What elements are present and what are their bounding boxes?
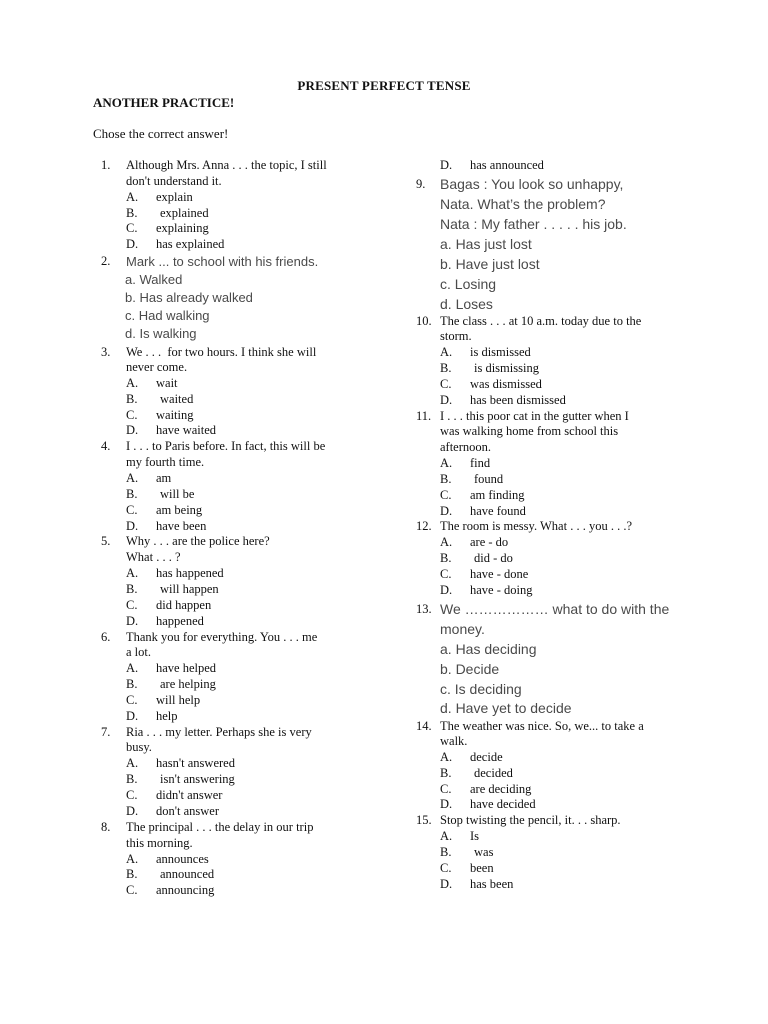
question-number: 12. [416,519,432,533]
question-text: I . . . to Paris before. In fact, this will be [126,439,326,453]
option-letter: D. [440,158,453,172]
option-letter: B. [126,206,138,220]
question-number: 9. [416,177,426,191]
option-text: announces [156,852,209,866]
option-letter: B. [126,772,138,786]
option-text: explained [160,206,209,220]
option-letter: B. [126,487,138,501]
question-number: 4. [101,439,111,453]
option-letter: A. [440,456,453,470]
option-text: is dismissing [474,361,539,375]
option-letter: C. [126,883,138,897]
option-letter: A. [126,661,139,675]
option-letter: C. [126,503,138,517]
option-text: a. Has deciding [440,641,537,657]
question-text: The room is messy. What . . . you . . .? [440,519,632,533]
option-letter: C. [440,488,452,502]
option-letter: D. [440,583,453,597]
question-number: 7. [101,725,111,739]
option-letter: D. [126,237,139,251]
option-text: c. Is deciding [440,681,522,697]
answer-option[interactable] [440,582,700,600]
option-letter: B. [440,551,452,565]
option-letter: B. [126,677,138,691]
option-text: are deciding [470,782,532,796]
option-text: announced [160,867,215,881]
answer-option[interactable] [440,698,700,716]
question-text: The principal . . . the delay in our trip [126,820,314,834]
option-text: explaining [156,221,209,235]
option-letter: D. [126,804,139,818]
option-text: been [470,861,494,875]
question-text: We ……………… what to do with the [440,601,670,617]
option-letter: D. [440,877,453,891]
section-heading: ANOTHER PRACTICE! [93,95,235,110]
question-number: 8. [101,820,111,834]
option-text: explain [156,190,193,204]
answer-option[interactable] [125,271,385,289]
question-text: walk. [440,734,468,748]
option-letter: C. [126,788,138,802]
option-letter: A. [126,376,139,390]
option-letter: A. [440,750,453,764]
option-text: has announced [470,158,544,172]
option-text: d. Have yet to decide [440,700,572,716]
question-text: Ria . . . my letter. Perhaps she is very [126,725,312,739]
question-text: afternoon. [440,440,492,454]
option-letter: C. [440,861,452,875]
option-letter: D. [126,614,139,628]
option-text: has been [470,877,514,891]
option-text: decide [470,750,503,764]
question-number: 1. [101,158,111,172]
answer-option[interactable] [440,876,700,894]
option-letter: A. [126,471,139,485]
option-text: decided [474,766,513,780]
option-letter: D. [126,709,139,723]
question-number: 3. [101,345,111,359]
question-text: a lot. [126,645,151,659]
answer-option[interactable] [126,236,386,254]
option-letter: D. [440,393,453,407]
question-number: 5. [101,534,111,548]
option-text: have been [156,519,207,533]
option-text: d. Is walking [125,326,197,341]
question-text: Bagas : You look so unhappy, [440,176,624,192]
option-text: b. Decide [440,661,500,677]
option-letter: C. [440,377,452,391]
question-number: 10. [416,314,432,328]
option-letter: B. [440,766,452,780]
question-text: Nata. What’s the problem? [440,196,606,212]
option-text: is dismissed [470,345,531,359]
question-text: What . . . ? [126,550,181,564]
option-text: was [474,845,494,859]
option-letter: A. [126,756,139,770]
option-text: find [470,456,491,470]
option-letter: B. [440,361,452,375]
question-text: storm. [440,329,472,343]
question-text: I . . . this poor cat in the gutter when I [440,409,629,423]
option-text: did - do [474,551,513,565]
option-letter: D. [126,519,139,533]
option-letter: B. [440,845,452,859]
option-text: have waited [156,423,217,437]
option-letter: B. [126,867,138,881]
question-text: Mark ... to school with his friends. [126,254,319,269]
option-letter: A. [126,566,139,580]
answer-option[interactable] [440,659,700,677]
option-text: has been dismissed [470,393,566,407]
answer-option[interactable] [440,157,700,175]
option-text: am finding [470,488,525,502]
question-text: my fourth time. [126,455,205,469]
answer-option[interactable] [440,679,700,697]
option-text: c. Losing [440,276,497,292]
answer-option[interactable] [125,325,385,343]
option-text: hasn't answered [156,756,235,770]
option-text: did happen [156,598,212,612]
option-text: will help [156,693,201,707]
option-letter: C. [440,567,452,581]
option-letter: B. [126,582,138,596]
question-text: Why . . . are the police here? [126,534,270,548]
page-title: PRESENT PERFECT TENSE [297,78,471,93]
option-text: a. Has just lost [440,236,532,252]
answer-option[interactable] [440,639,700,657]
question-text: this morning. [126,836,193,850]
answer-option[interactable] [440,234,700,252]
answer-option[interactable] [125,289,385,307]
option-letter: A. [126,190,139,204]
question-text: The class . . . at 10 a.m. today due to the [440,314,642,328]
question-text: We . . . for two hours. I think she will [126,345,317,359]
question-number: 15. [416,813,432,827]
question-text: Thank you for everything. You . . . me [126,630,318,644]
option-text: b. Has already walked [125,290,253,305]
option-letter: A. [440,535,453,549]
option-text: a. Walked [125,272,183,287]
option-text: has happened [156,566,224,580]
option-text: b. Have just lost [440,256,540,272]
question-text: busy. [126,740,152,754]
option-letter: A. [440,829,453,843]
option-letter: D. [440,504,453,518]
option-text: don't answer [156,804,220,818]
answer-option[interactable] [440,294,700,312]
option-text: have found [470,504,526,518]
option-text: found [474,472,504,486]
answer-option[interactable] [125,307,385,325]
option-text: help [156,709,178,723]
question-text: Stop twisting the pencil, it. . . sharp. [440,813,621,827]
question-number: 2. [101,254,111,268]
question-text: Although Mrs. Anna . . . the topic, I still [126,158,327,172]
option-letter: C. [126,693,138,707]
question-number: 6. [101,630,111,644]
option-text: will be [160,487,195,501]
option-text: isn't answering [160,772,235,786]
option-letter: C. [440,782,452,796]
question-text: Nata : My father . . . . . his job. [440,216,627,232]
question-text: money. [440,621,485,637]
option-text: happened [156,614,204,628]
option-text: am [156,471,172,485]
answer-option[interactable] [440,254,700,272]
question-number: 14. [416,719,432,733]
question-number: 13. [416,602,432,616]
option-text: are - do [470,535,509,549]
option-text: have decided [470,797,536,811]
question-text: don't understand it. [126,174,222,188]
option-text: are helping [160,677,216,691]
option-letter: C. [126,221,138,235]
question-text: was walking home from school this [440,424,619,438]
option-letter: A. [126,852,139,866]
option-letter: C. [126,408,138,422]
option-text: c. Had walking [125,308,210,323]
option-text: didn't answer [156,788,223,802]
question-text: never come. [126,360,188,374]
option-letter: B. [440,472,452,486]
option-letter: D. [440,797,453,811]
answer-option[interactable] [440,274,700,292]
option-letter: D. [126,423,139,437]
option-text: have helped [156,661,217,675]
instruction-text: Chose the correct answer! [93,126,229,141]
option-text: wait [156,376,178,390]
option-text: announcing [156,883,215,897]
answer-option[interactable] [126,882,386,900]
question-text: The weather was nice. So, we... to take a [440,719,644,733]
option-text: has explained [156,237,225,251]
option-text: d. Loses [440,296,493,312]
question-number: 11. [416,409,432,423]
option-text: have - done [470,567,529,581]
option-text: have - doing [470,583,533,597]
option-text: waited [160,392,194,406]
option-text: Is [470,829,480,843]
option-letter: A. [440,345,453,359]
option-text: was dismissed [470,377,542,391]
option-text: am being [156,503,203,517]
option-letter: B. [126,392,138,406]
option-text: waiting [156,408,194,422]
option-letter: C. [126,598,138,612]
option-text: will happen [160,582,219,596]
